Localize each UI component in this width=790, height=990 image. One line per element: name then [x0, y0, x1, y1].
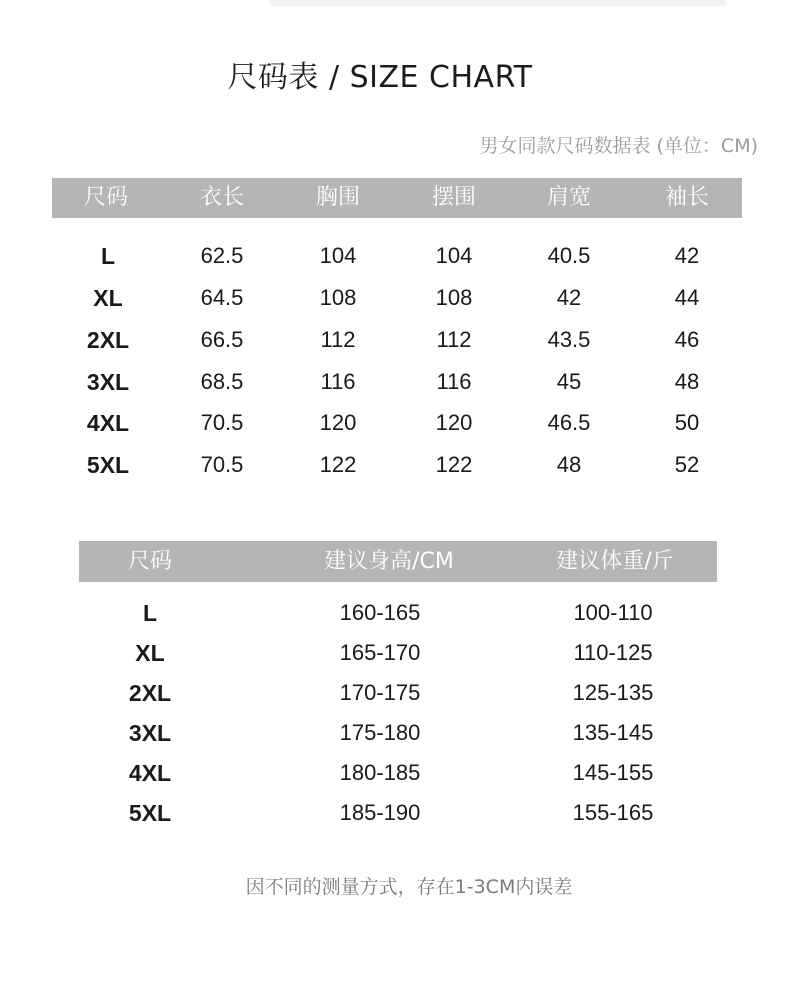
size-label: 4XL: [86, 410, 130, 436]
header-cell-length: 衣长: [199, 185, 245, 210]
table-row: [0, 758, 790, 788]
height-range: 175-180: [339, 720, 421, 745]
shoulder-value: 42: [556, 285, 582, 310]
hem-value: 122: [435, 452, 473, 477]
size-label: 2XL: [128, 680, 172, 706]
units-subtitle: 男女同款尺码数据表 (单位：CM): [479, 135, 758, 157]
shoulder-value: 40.5: [547, 243, 591, 268]
length-value: 68.5: [200, 369, 244, 394]
size-label: 4XL: [128, 760, 172, 786]
size-label: 2XL: [86, 327, 130, 353]
header-cell-hem: 摆围: [431, 185, 477, 210]
header-cell-chest: 胸围: [315, 185, 361, 210]
size-label: XL: [135, 640, 165, 666]
length-value: 64.5: [200, 285, 244, 310]
length-value: 70.5: [200, 410, 244, 435]
table-row: [0, 450, 790, 480]
size-label: 3XL: [128, 720, 172, 746]
height-range: 180-185: [339, 760, 421, 785]
sleeve-value: 44: [674, 285, 700, 310]
hem-value: 120: [435, 410, 473, 435]
table-row: [0, 598, 790, 628]
weight-range: 145-155: [572, 760, 654, 785]
chest-value: 104: [319, 243, 357, 268]
chest-value: 120: [319, 410, 357, 435]
sleeve-value: 48: [674, 369, 700, 394]
header-cell-weight: 建议体重/斤: [556, 549, 674, 574]
size-label: 5XL: [86, 452, 130, 478]
table-row: [0, 798, 790, 828]
header-cell-sleeve: 袖长: [664, 185, 710, 210]
header-cell-size: 尺码: [127, 549, 173, 574]
height-weight-table-header: [79, 541, 717, 582]
table-row: [0, 638, 790, 668]
chest-value: 122: [319, 452, 357, 477]
hem-value: 108: [435, 285, 473, 310]
size-label: L: [100, 243, 116, 269]
top-divider-strip: [270, 0, 726, 6]
size-label: 3XL: [86, 369, 130, 395]
table-row: [0, 241, 790, 271]
table-row: [0, 325, 790, 355]
hem-value: 112: [436, 327, 472, 352]
weight-range: 155-165: [572, 800, 654, 825]
height-range: 185-190: [339, 800, 421, 825]
header-cell-height: 建议身高/CM: [324, 549, 454, 574]
weight-range: 125-135: [572, 680, 654, 705]
chest-value: 112: [320, 327, 356, 352]
size-label: L: [142, 600, 158, 626]
shoulder-value: 48: [556, 452, 582, 477]
size-label: 5XL: [128, 800, 172, 826]
table-row: [0, 367, 790, 397]
page-title: 尺码表 / SIZE CHART: [227, 60, 533, 95]
table-row: [0, 718, 790, 748]
table-row: [0, 283, 790, 313]
hem-value: 104: [435, 243, 473, 268]
sleeve-value: 42: [674, 243, 700, 268]
header-cell-shoulder: 肩宽: [546, 185, 592, 210]
length-value: 62.5: [200, 243, 244, 268]
sleeve-value: 46: [674, 327, 700, 352]
length-value: 66.5: [200, 327, 244, 352]
height-range: 165-170: [339, 640, 421, 665]
hem-value: 116: [436, 369, 472, 394]
sleeve-value: 52: [674, 452, 700, 477]
size-measurements-table-header: [52, 178, 742, 218]
chest-value: 108: [319, 285, 357, 310]
weight-range: 100-110: [573, 600, 653, 625]
measurement-error-note: 因不同的测量方式，存在1-3CM内误差: [245, 876, 573, 898]
table-row: [0, 408, 790, 438]
length-value: 70.5: [200, 452, 244, 477]
chest-value: 116: [320, 369, 356, 394]
sleeve-value: 50: [674, 410, 700, 435]
shoulder-value: 45: [556, 369, 582, 394]
shoulder-value: 46.5: [547, 410, 591, 435]
table-row: [0, 678, 790, 708]
header-cell-size: 尺码: [83, 185, 129, 210]
size-label: XL: [93, 285, 123, 311]
weight-range: 135-145: [572, 720, 654, 745]
weight-range: 110-125: [573, 640, 653, 665]
height-range: 170-175: [339, 680, 421, 705]
shoulder-value: 43.5: [547, 327, 591, 352]
height-range: 160-165: [339, 600, 421, 625]
